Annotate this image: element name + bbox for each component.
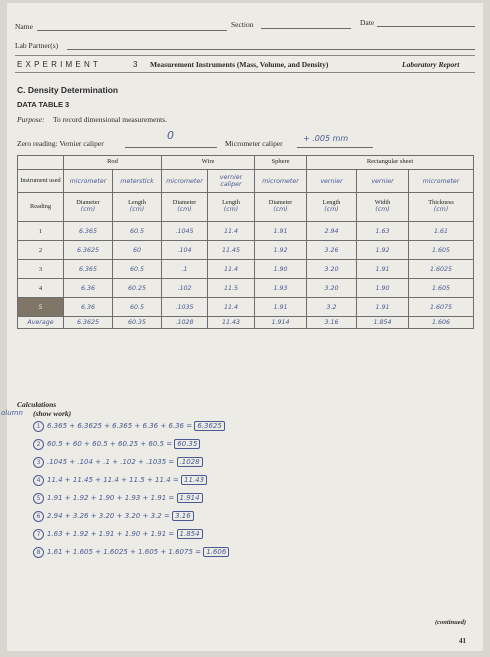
calc-line <box>33 547 229 558</box>
calc-expression: 11.4 + 11.45 + 11.4 + 11.5 + 11.4 = <box>47 476 179 484</box>
row-label: 1 <box>18 222 64 241</box>
average-cell: 60.35 <box>113 317 162 329</box>
section-label: Section <box>231 20 254 29</box>
cell: 6.365 <box>64 222 113 241</box>
instrument-sphere-diameter: micrometer <box>255 170 307 193</box>
average-cell: 1.854 <box>357 317 409 329</box>
calc-result: 60.35 <box>174 439 200 449</box>
experiment-number: 3 <box>133 60 138 69</box>
cell: 3.2 <box>307 298 357 317</box>
cell: 11.45 <box>208 241 255 260</box>
cell: 11.4 <box>208 298 255 317</box>
calc-number: 8 <box>33 547 44 558</box>
cell: 60.5 <box>113 222 162 241</box>
calc-result: 1.854 <box>177 529 203 539</box>
section-title: C. Density Determination <box>17 85 119 95</box>
calc-number: 6 <box>33 511 44 522</box>
calculations-side-note: olumn <box>1 409 23 417</box>
cell: 1.6025 <box>409 260 474 279</box>
banner-bottom-rule <box>15 72 475 73</box>
col-header <box>113 193 162 222</box>
col-unit: (cm) <box>129 206 145 213</box>
calc-result: 11.43 <box>181 475 207 485</box>
col-name: Diameter <box>268 199 293 207</box>
cell: .1045 <box>162 222 208 241</box>
col-header <box>255 193 307 222</box>
cell: 6.36 <box>64 298 113 317</box>
table-row <box>18 260 474 279</box>
calc-line <box>33 493 203 504</box>
calculations-label: Calculations <box>17 400 57 409</box>
row-label: 2 <box>18 241 64 260</box>
col-name: Diameter <box>76 199 100 207</box>
col-header <box>307 193 357 222</box>
calc-result: 6.3625 <box>194 421 225 431</box>
instrument-rod-diameter: micrometer <box>64 170 113 193</box>
average-cell: 3.16 <box>307 317 357 329</box>
laboratory-report-label: Laboratory Report <box>402 60 460 69</box>
col-name: Diameter <box>172 199 197 207</box>
calc-result: .1028 <box>177 457 203 467</box>
cell: 1.91 <box>357 260 409 279</box>
calc-line <box>33 529 203 540</box>
average-cell: 1.914 <box>255 317 307 329</box>
calc-line <box>33 475 207 486</box>
table-row <box>18 222 474 241</box>
col-unit: (cm) <box>375 206 390 213</box>
row-label: 4 <box>18 279 64 298</box>
cell: .104 <box>162 241 208 260</box>
cell: 3.20 <box>307 260 357 279</box>
col-name: Length <box>128 199 146 207</box>
column-header-row <box>18 193 474 222</box>
calc-number: 3 <box>33 457 44 468</box>
row-label: 3 <box>18 260 64 279</box>
calc-expression: 1.63 + 1.92 + 1.91 + 1.90 + 1.91 = <box>47 530 175 538</box>
corner-cell <box>18 156 64 170</box>
continued-label: (continued) <box>435 619 467 626</box>
average-cell: 1.606 <box>409 317 474 329</box>
group-wire: Wire <box>162 156 255 170</box>
cell: 60.5 <box>113 260 162 279</box>
micrometer-zero-value: + .005 mm <box>303 134 349 143</box>
calc-number: 2 <box>33 439 44 450</box>
cell: 2.94 <box>307 222 357 241</box>
cell: 1.6075 <box>409 298 474 317</box>
col-name: Length <box>222 199 240 207</box>
cell: 1.61 <box>409 222 474 241</box>
col-header <box>208 193 255 222</box>
col-header <box>162 193 208 222</box>
cell: 6.36 <box>64 279 113 298</box>
cell: 60.5 <box>113 298 162 317</box>
instrument-sheet-length: vernier <box>307 170 357 193</box>
average-cell: 11.43 <box>208 317 255 329</box>
calc-result: 1.914 <box>177 493 203 503</box>
cell: 11.4 <box>208 260 255 279</box>
calc-expression: 6.365 + 6.3625 + 6.365 + 6.36 + 6.36 = <box>47 422 193 430</box>
cell: 1.93 <box>255 279 307 298</box>
cell: 11.5 <box>208 279 255 298</box>
calc-number: 1 <box>33 421 44 432</box>
cell: 60 <box>113 241 162 260</box>
data-table-3 <box>17 155 474 329</box>
lab-report-page <box>1 3 483 651</box>
group-rod: Rod <box>64 156 162 170</box>
cell: 60.25 <box>113 279 162 298</box>
group-sphere: Sphere <box>255 156 307 170</box>
instrument-wire-length: vernier caliper <box>208 170 255 193</box>
date-label: Date <box>360 18 375 27</box>
col-unit: (cm) <box>177 206 192 213</box>
col-name: Thickness <box>428 199 454 207</box>
cell: 6.365 <box>64 260 113 279</box>
calc-expression: 60.5 + 60 + 60.5 + 60.25 + 60.5 = <box>47 440 173 448</box>
calc-expression: 1.61 + 1.605 + 1.6025 + 1.605 + 1.6075 = <box>47 548 202 556</box>
cell: 1.63 <box>357 222 409 241</box>
group-header-row <box>18 156 474 170</box>
banner-top-rule <box>15 55 475 56</box>
calc-line <box>33 439 200 450</box>
table-row <box>18 298 474 317</box>
table-row <box>18 241 474 260</box>
date-line <box>377 26 475 27</box>
instrument-used-label: Instrument used <box>18 170 64 193</box>
col-unit: (cm) <box>273 206 288 213</box>
calc-expression: 2.94 + 3.26 + 3.20 + 3.20 + 3.2 = <box>47 512 170 520</box>
calc-line <box>33 511 194 522</box>
show-work-label: (show work) <box>33 409 72 418</box>
purpose-text: To record dimensional measurements. <box>53 115 168 124</box>
lab-partner-label: Lab Partner(s) <box>15 41 59 50</box>
calc-number: 7 <box>33 529 44 540</box>
cell: .1035 <box>162 298 208 317</box>
col-unit: (cm) <box>80 206 96 213</box>
table-row <box>18 279 474 298</box>
name-label: Name <box>15 22 33 31</box>
calc-result: 1.606 <box>203 547 229 557</box>
col-header <box>409 193 474 222</box>
cell: .102 <box>162 279 208 298</box>
zero-reading-vernier-label: Zero reading: Vernier caliper <box>17 139 104 148</box>
group-rectangular-sheet: Rectangular sheet <box>307 156 474 170</box>
cell: 1.90 <box>255 260 307 279</box>
cell: 3.20 <box>307 279 357 298</box>
col-header <box>64 193 113 222</box>
purpose-label: Purpose: <box>17 115 45 124</box>
name-line <box>37 30 227 31</box>
cell: 11.4 <box>208 222 255 241</box>
instrument-wire-diameter: micrometer <box>162 170 208 193</box>
micrometer-zero-line <box>297 147 373 148</box>
col-name: Width <box>374 199 391 207</box>
experiment-label: E X P E R I M E N T <box>17 60 99 69</box>
lab-partner-line <box>67 49 475 50</box>
cell: 3.26 <box>307 241 357 260</box>
calc-line <box>33 421 225 432</box>
cell: 6.3625 <box>64 241 113 260</box>
average-cell: 6.3625 <box>64 317 113 329</box>
reading-label: Reading <box>18 193 64 222</box>
page-number: 41 <box>459 637 466 645</box>
average-row <box>18 317 474 329</box>
average-cell: .1028 <box>162 317 208 329</box>
calc-result: 3.16 <box>172 511 194 521</box>
instrument-sheet-thickness: micrometer <box>409 170 474 193</box>
calc-number: 4 <box>33 475 44 486</box>
col-unit: (cm) <box>223 206 239 213</box>
cell: 1.90 <box>357 279 409 298</box>
zero-reading-micrometer-label: Micrometer caliper <box>225 139 283 148</box>
vernier-zero-line <box>125 147 217 148</box>
cell: 1.92 <box>255 241 307 260</box>
col-unit: (cm) <box>433 206 449 213</box>
col-unit: (cm) <box>324 206 339 213</box>
cell: 1.605 <box>409 279 474 298</box>
instrument-sheet-width: vernier <box>357 170 409 193</box>
instrument-rod-length: meterstick <box>113 170 162 193</box>
cell: 1.91 <box>255 222 307 241</box>
instrument-row <box>18 170 474 193</box>
section-line <box>261 28 351 29</box>
average-label: Average <box>18 317 64 329</box>
cell: 1.91 <box>255 298 307 317</box>
experiment-title: Measurement Instruments (Mass, Volume, and Density) <box>150 60 329 69</box>
cell: 1.91 <box>357 298 409 317</box>
calc-line <box>33 457 203 468</box>
row-label-scribbled: 5 <box>18 298 64 317</box>
calc-expression: 1.91 + 1.92 + 1.90 + 1.93 + 1.91 = <box>47 494 175 502</box>
vernier-zero-value: 0 <box>167 129 174 142</box>
data-table-title: DATA TABLE 3 <box>17 100 70 109</box>
calc-number: 5 <box>33 493 44 504</box>
col-header <box>357 193 409 222</box>
calc-expression: .1045 + .104 + .1 + .102 + .1035 = <box>47 458 175 466</box>
cell: .1 <box>162 260 208 279</box>
cell: 1.92 <box>357 241 409 260</box>
col-name: Length <box>322 199 341 207</box>
cell: 1.605 <box>409 241 474 260</box>
